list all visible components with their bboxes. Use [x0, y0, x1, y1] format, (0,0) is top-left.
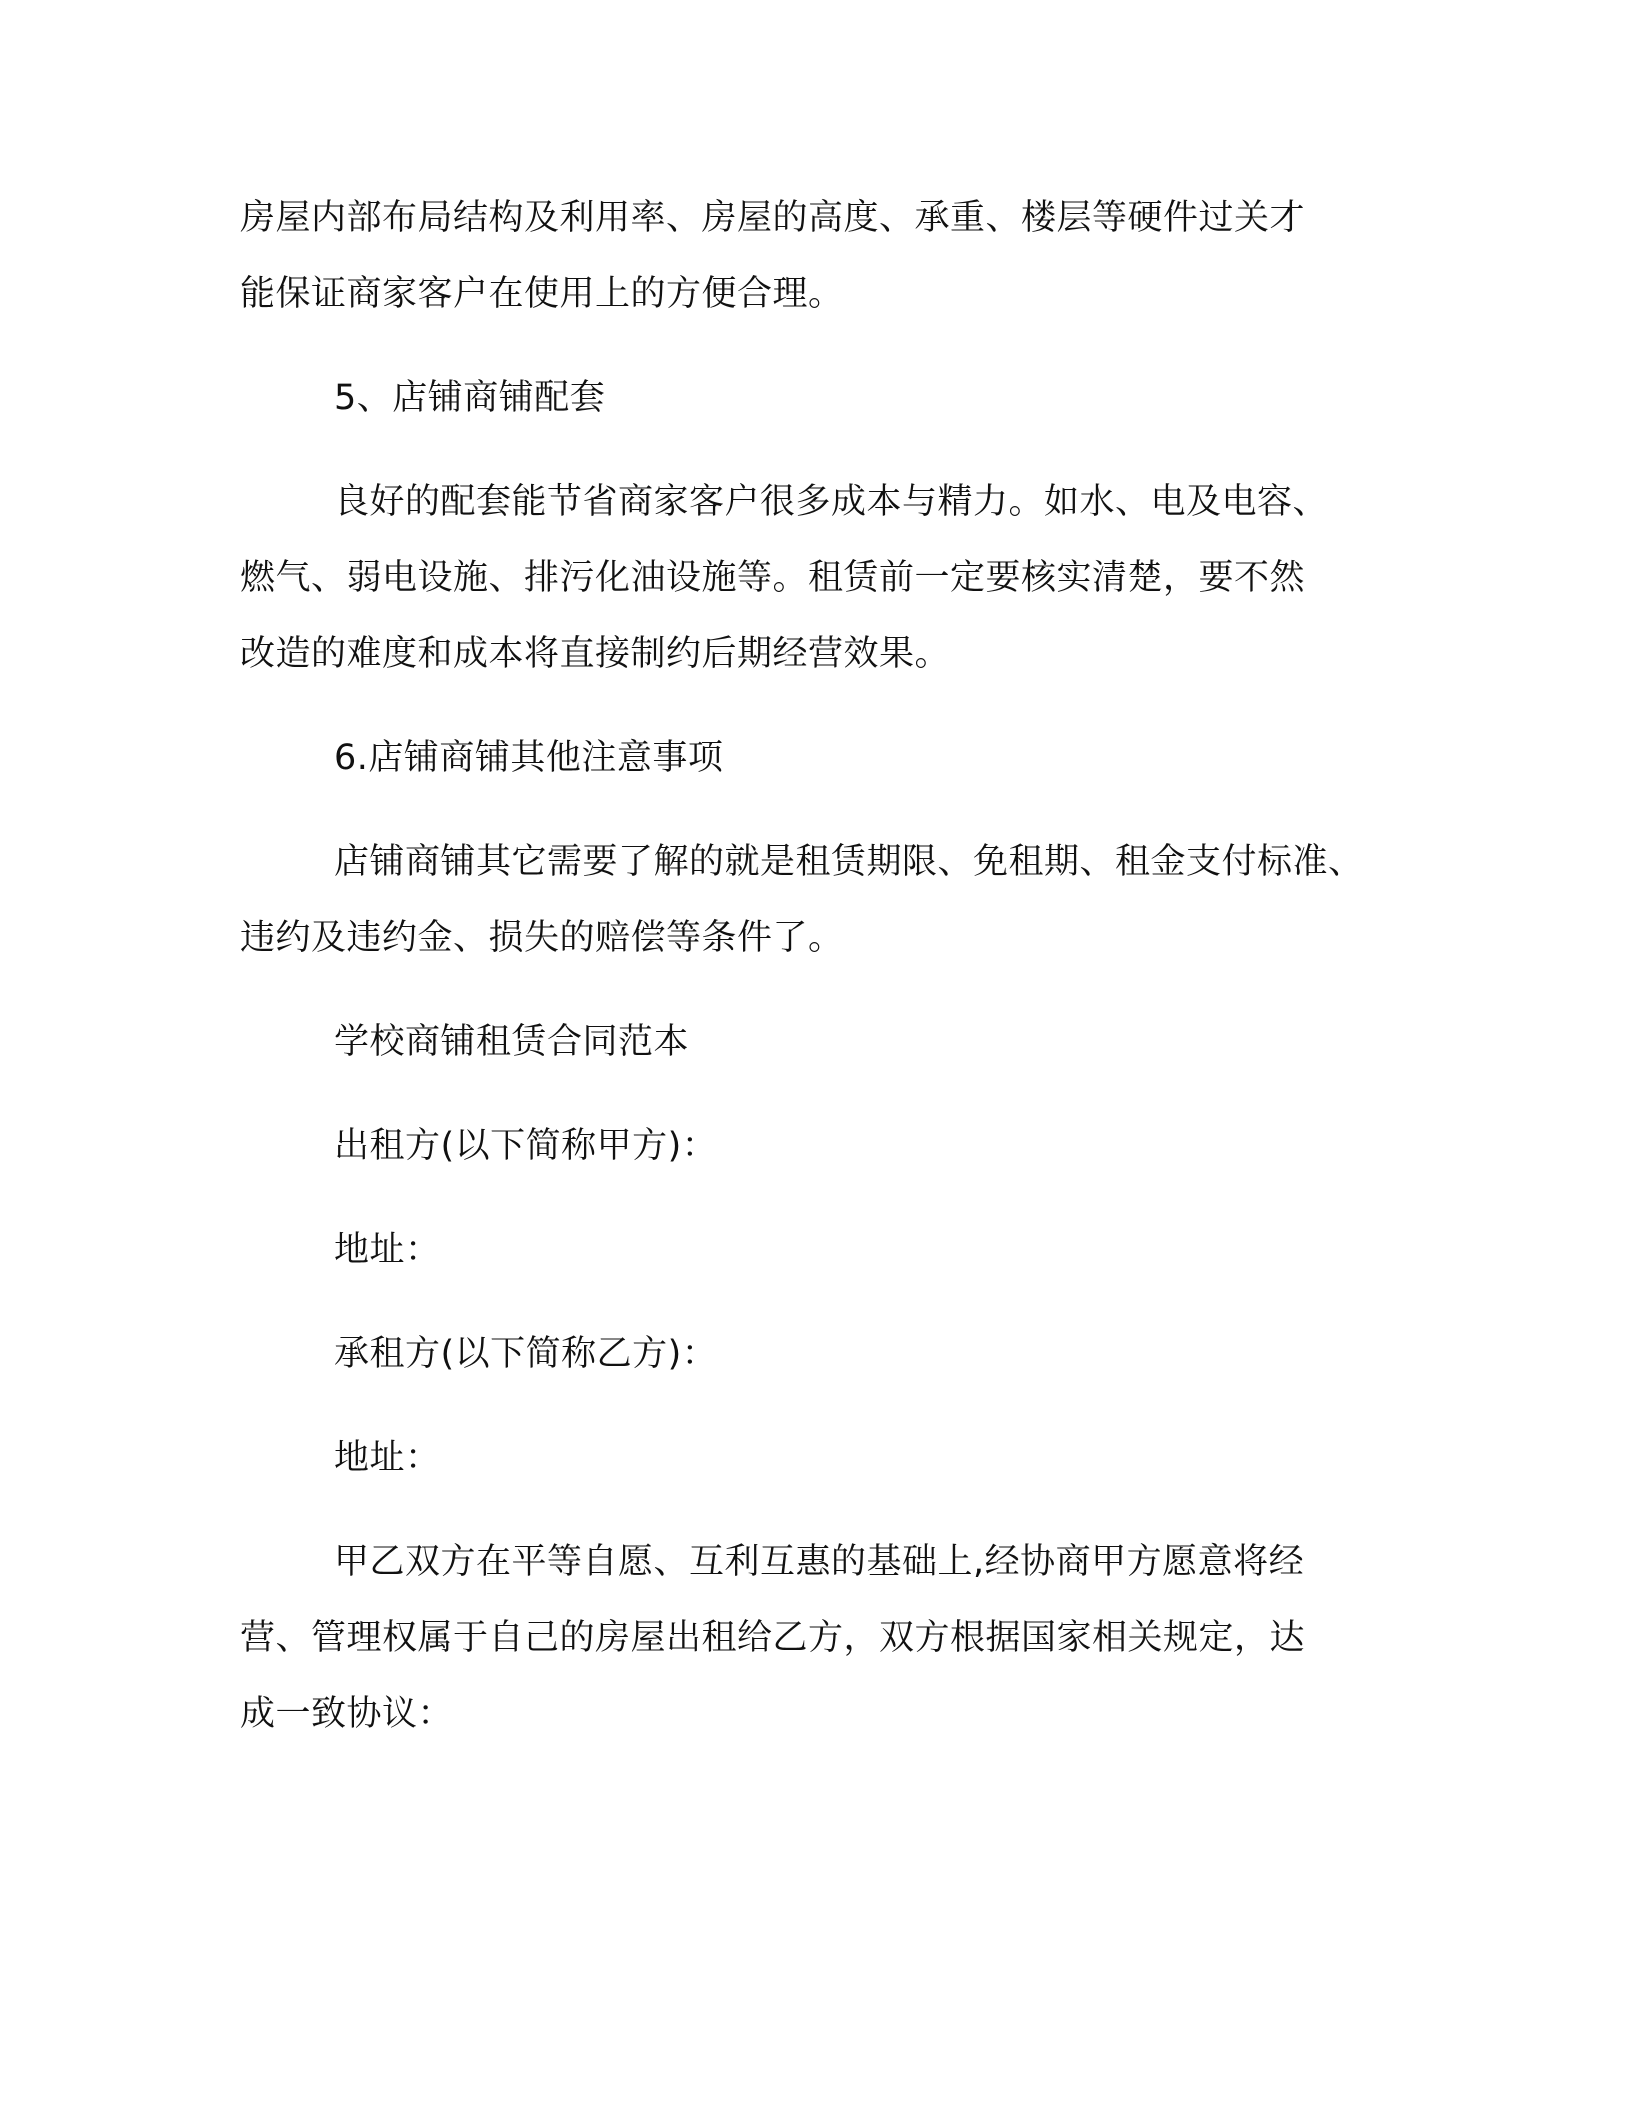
paragraph-line: 能保证商家客户在使用上的方便合理。	[240, 274, 844, 314]
lessor-address-label: 地址：	[334, 1230, 441, 1270]
section-heading: 5、店铺商铺配套	[334, 378, 606, 418]
paragraph-line: 改造的难度和成本将直接制约后期经营效果。	[240, 634, 951, 674]
paragraph-line: 甲乙双方在平等自愿、互利互惠的基础上,经协商甲方愿意将经	[334, 1542, 1305, 1582]
paragraph-line: 店铺商铺其它需要了解的就是租赁期限、免租期、租金支付标准、	[334, 842, 1364, 882]
lessee-label: 承租方(以下简称乙方)：	[334, 1334, 718, 1374]
paragraph-line: 燃气、弱电设施、排污化油设施等。租赁前一定要核实清楚，要不然	[240, 558, 1306, 598]
paragraph-line: 房屋内部布局结构及利用率、房屋的高度、承重、楼层等硬件过关才	[240, 198, 1306, 238]
paragraph-line: 营、管理权属于自己的房屋出租给乙方，双方根据国家相关规定，达	[240, 1618, 1306, 1658]
paragraph-line: 良好的配套能节省商家客户很多成本与精力。如水、电及电容、	[334, 482, 1329, 522]
document-title: 学校商铺租赁合同范本	[334, 1022, 690, 1062]
lessee-address-label: 地址：	[334, 1438, 441, 1478]
paragraph-line: 违约及违约金、损失的赔偿等条件了。	[240, 918, 844, 958]
section-heading: 6.店铺商铺其他注意事项	[334, 738, 724, 778]
lessor-label: 出租方(以下简称甲方)：	[334, 1126, 718, 1166]
paragraph-line: 成一致协议：	[240, 1694, 454, 1734]
